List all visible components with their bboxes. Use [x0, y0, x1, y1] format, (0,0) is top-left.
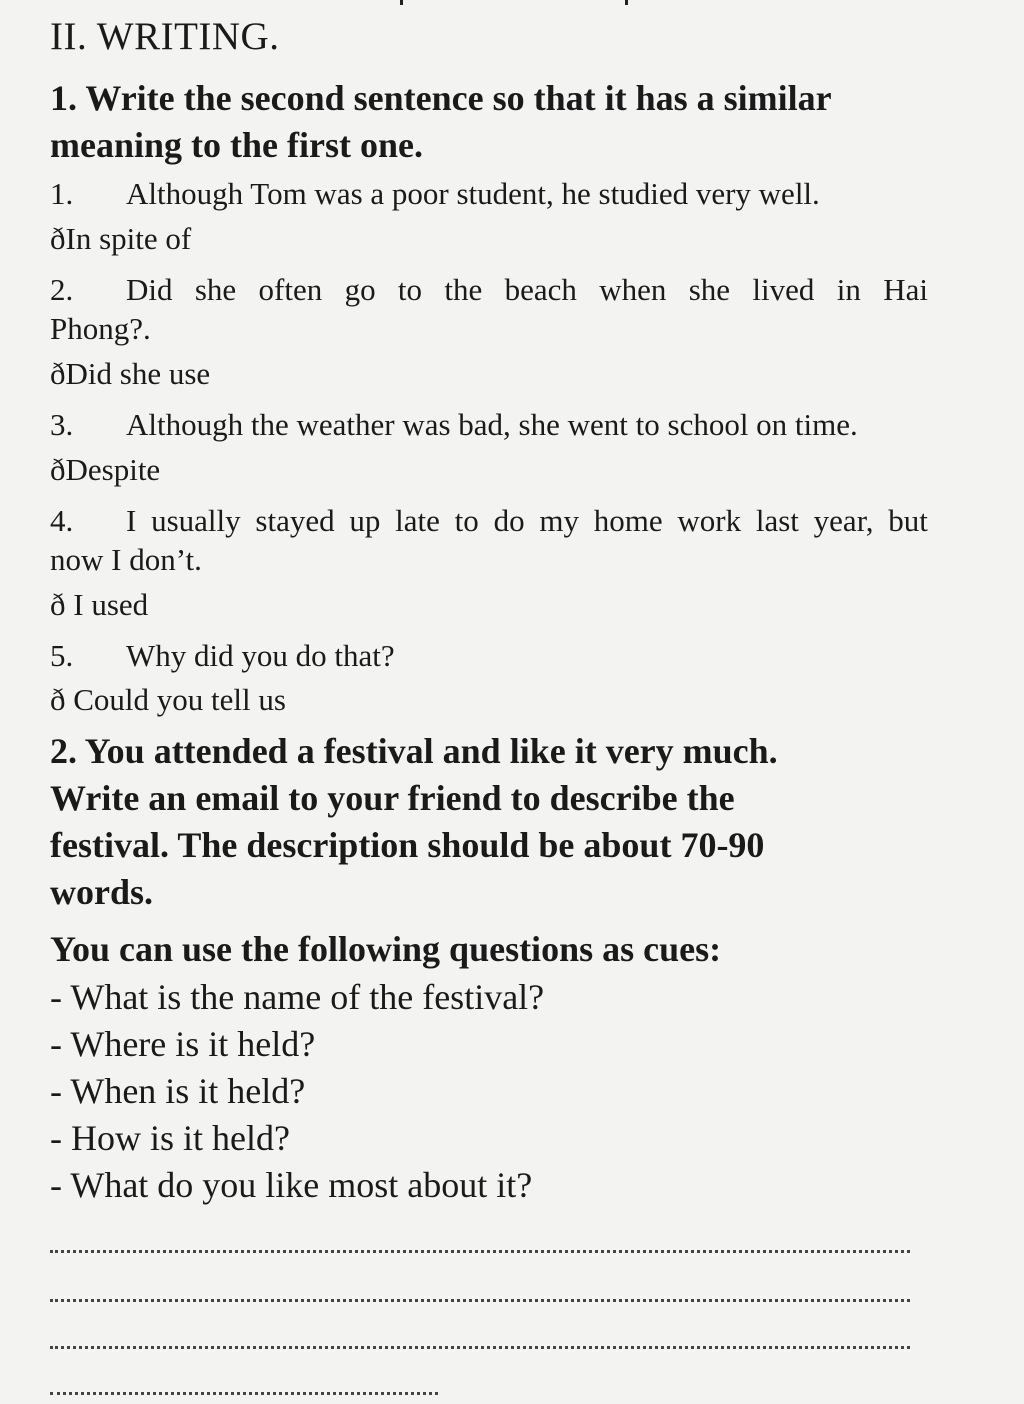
answer-prompt-3: ðDespite — [50, 452, 161, 487]
answer-prompt-1: ðIn spite of — [50, 221, 192, 256]
answer-line — [50, 1346, 910, 1349]
task2-heading-line1: 2. You attended a festival and like it very much. — [50, 731, 778, 771]
item-text: Why did you do that? — [126, 638, 395, 673]
cue-item: - How is it held? — [50, 1118, 290, 1158]
section-title: II. WRITING. — [50, 15, 280, 58]
cue-item: - When is it held? — [50, 1071, 306, 1111]
item-number: 1. — [50, 176, 74, 211]
top-edge-marks — [390, 0, 650, 6]
cue-heading: You can use the following questions as cues: — [50, 929, 722, 969]
item-text: Did she often go to the beach when she lived in Hai — [126, 272, 928, 307]
item-text: Although Tom was a poor student, he studied very well. — [126, 176, 820, 211]
answer-line — [50, 1250, 910, 1253]
exercise-item-4 — [50, 501, 928, 541]
task2-heading-line4: words. — [50, 872, 154, 912]
task2-heading-line3: festival. The description should be about 70-90 — [50, 825, 765, 865]
cue-item: - What is the name of the festival? — [50, 977, 545, 1017]
task2-heading-line2: Write an email to your friend to describe the — [50, 778, 735, 818]
item-text: Although the weather was bad, she went to school on time. — [126, 407, 858, 442]
item-number: 3. — [50, 407, 74, 442]
cue-item: - What do you like most about it? — [50, 1165, 533, 1205]
item-text: I usually stayed up late to do my home work last year, but — [126, 503, 928, 538]
exercise-item-5 — [50, 636, 928, 676]
answer-prompt-5: ð Could you tell us — [50, 682, 286, 717]
task1-heading-line1: 1. Write the second sentence so that it has a similar — [50, 78, 832, 118]
answer-line — [50, 1392, 438, 1395]
exercise-item-4-continuation: now I don’t. — [50, 542, 202, 577]
exercise-item-3 — [50, 405, 928, 445]
cue-item: - Where is it held? — [50, 1024, 316, 1064]
task1-heading-line2: meaning to the first one. — [50, 125, 423, 165]
answer-line — [50, 1299, 910, 1302]
exercise-item-1 — [50, 174, 928, 214]
item-number: 2. — [50, 272, 74, 307]
item-number: 5. — [50, 638, 74, 673]
answer-prompt-2: ðDid she use — [50, 356, 211, 391]
item-number: 4. — [50, 503, 74, 538]
exercise-item-2-continuation: Phong?. — [50, 311, 151, 346]
answer-prompt-4: ð I used — [50, 587, 149, 622]
exercise-item-2 — [50, 270, 928, 310]
